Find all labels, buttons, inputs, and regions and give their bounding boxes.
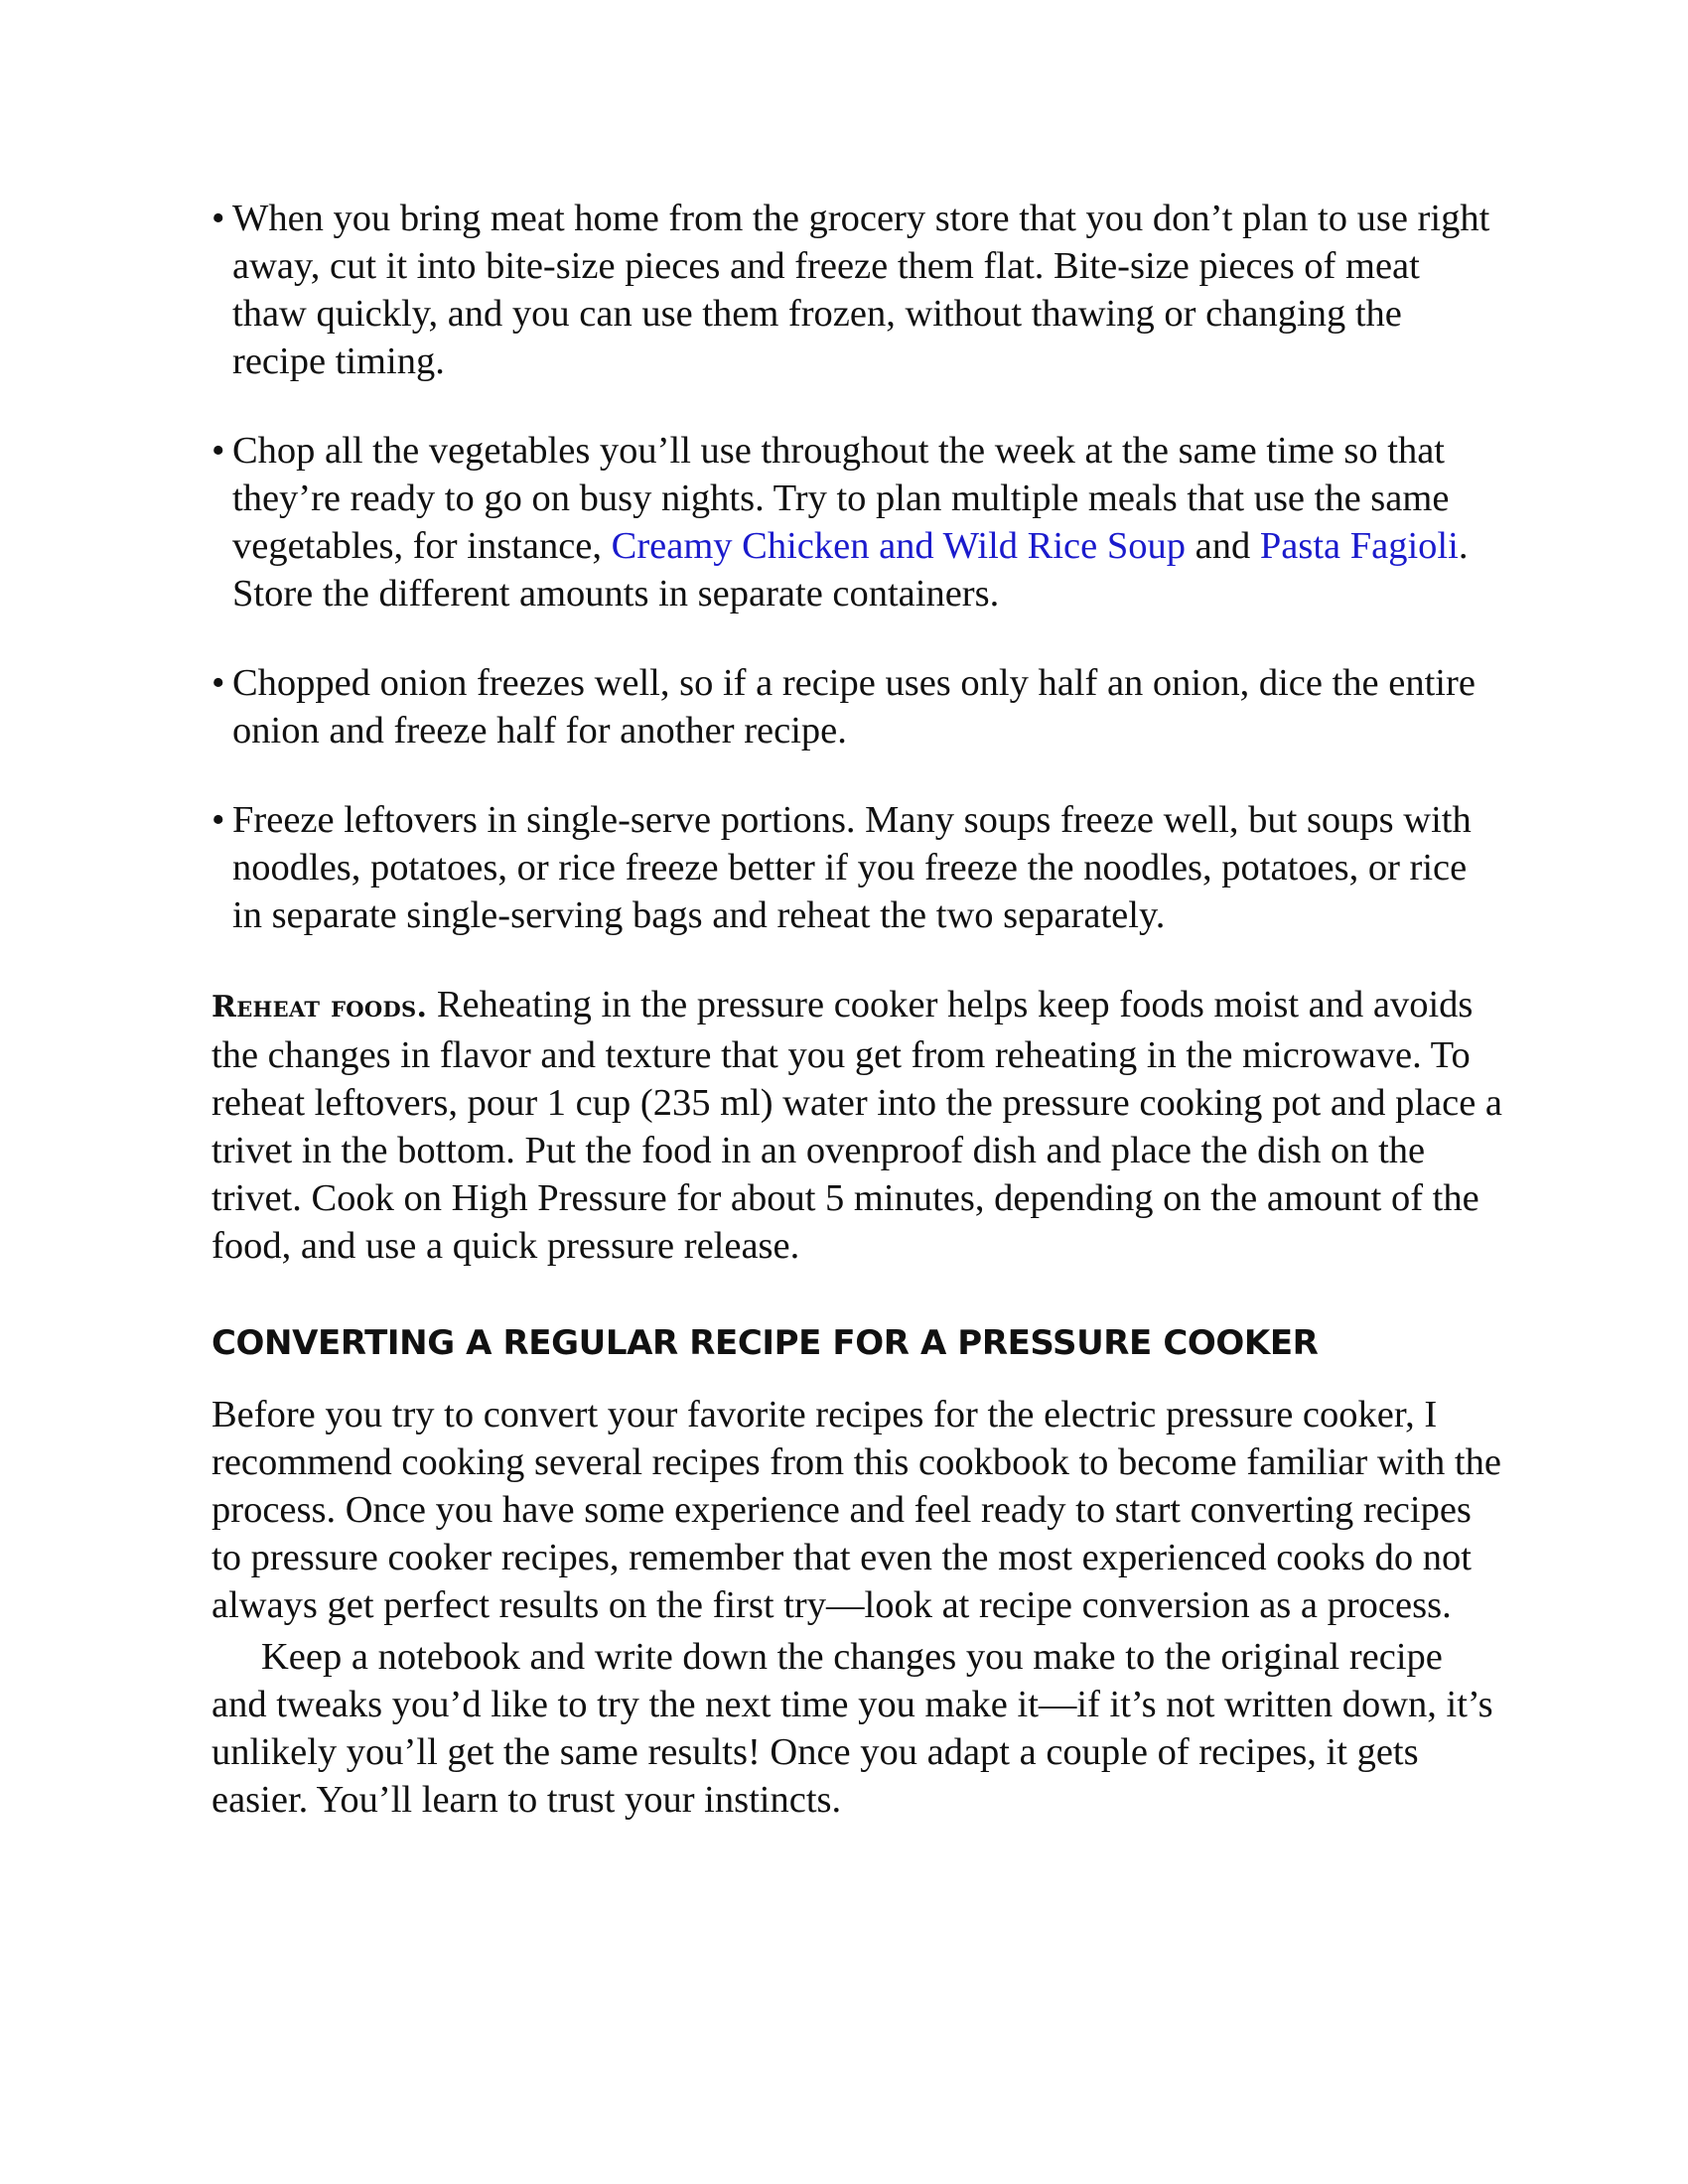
section-heading: CONVERTING A REGULAR RECIPE FOR A PRESSURE COOKER — [211, 1323, 1319, 1363]
tip-bullet-vegetables — [211, 427, 1502, 617]
bullet-mark: • — [211, 662, 225, 704]
reheat-foods-label: Reheat foods. — [211, 990, 428, 1024]
bullet-text: Chop all the vegetables you’ll use throughout the week at the same time so that they’re ready to go on busy nights. Try to plan multiple meals that use the same vegetables, for instance, — [232, 430, 1450, 567]
body-paragraph: Keep a notebook and write down the changes you make to the original recipe and tweaks you’d like to try the next time you make it—if it’s not written down, it’s unlikely you’ll get the same results! Once you adapt a couple of recipes, it gets easier. You’ll learn to trust your instincts. — [211, 1636, 1493, 1821]
link-pasta-fagioli[interactable]: Pasta Fagioli — [1259, 525, 1459, 567]
bullet-mark: • — [211, 430, 225, 472]
reheat-foods-paragraph — [211, 981, 1502, 1270]
bullet-mark: • — [211, 198, 225, 239]
bullet-text-joiner: and — [1186, 525, 1260, 567]
tip-bullet-leftovers — [211, 796, 1502, 939]
bullet-text: Chopped onion freezes well, so if a recipe uses only half an onion, dice the entire onion and freeze half for another recipe. — [232, 662, 1476, 751]
link-creamy-chicken-soup[interactable]: Creamy Chicken and Wild Rice Soup — [611, 525, 1186, 567]
bullet-text: When you bring meat home from the grocery store that you don’t plan to use right away, cut it into bite-size pieces and freeze them flat. Bite-size pieces of meat thaw quickly, and you can use them frozen, without thawing or changing the recipe timing. — [232, 198, 1490, 382]
bullet-text: Freeze leftovers in single-serve portions. Many soups freeze well, but soups with noodles, potatoes, or rice freeze better if you freeze the noodles, potatoes, or rice in separate single-serving bags and reheat the two separately. — [232, 799, 1472, 936]
document-page — [211, 195, 1502, 1824]
body-paragraph: Before you try to convert your favorite recipes for the electric pressure cooker, I recommend cooking several recipes from this cookbook to become familiar with the process. Once you have some experience and feel ready to start converting recipes to pressure cooker recipes, remember that even the most experienced cooks do not always get perfect results on the first try—look at recipe conversion as a process. — [211, 1394, 1501, 1626]
bullet-mark: • — [211, 799, 225, 841]
reheat-foods-text: Reheating in the pressure cooker helps keep foods moist and avoids the changes in flavor and texture that you get from reheating in the microwave. To reheat leftovers, pour 1 cup (235 ml) water into the pressure cooking pot and place a trivet in the bottom. Put the food in an ovenproof dish and place the dish on the trivet. Cook on High Pressure for about 5 minutes, depending on the amount of the food, and use a quick pressure release. — [211, 984, 1502, 1267]
tip-bullet-onion — [211, 659, 1502, 754]
bullet-text-end: . Store the different amounts in separate containers. — [232, 525, 1469, 614]
tip-bullet-meat — [211, 195, 1502, 385]
